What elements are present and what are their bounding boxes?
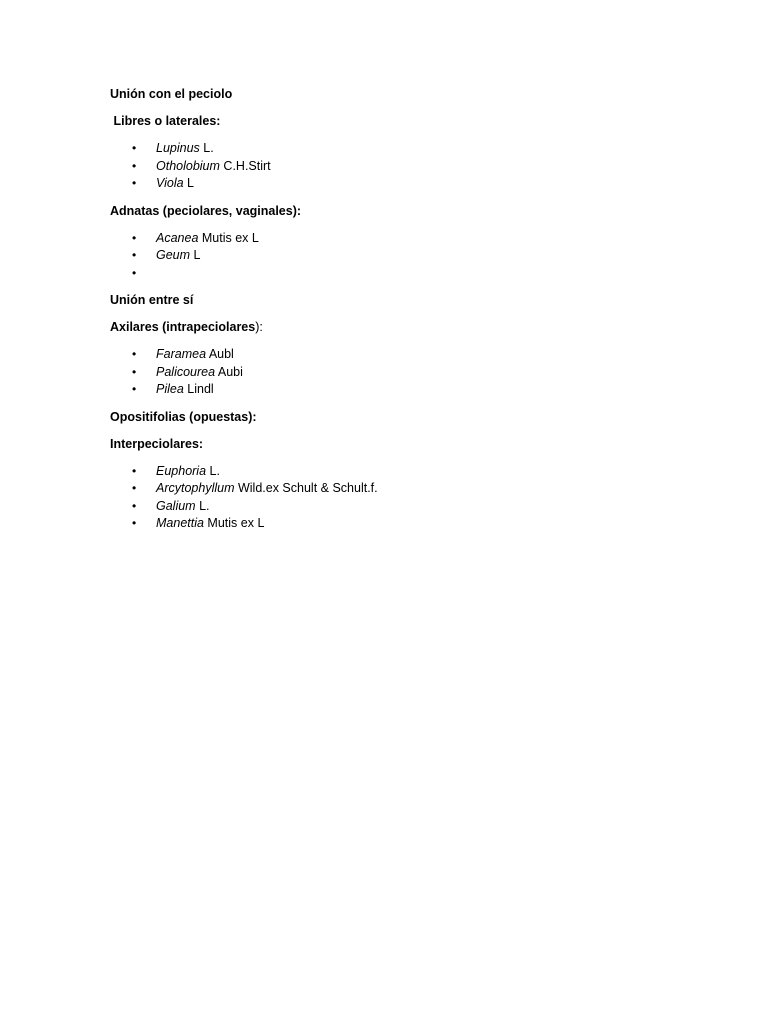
- author-name: L.: [206, 463, 220, 478]
- list-item: [110, 247, 670, 265]
- list-item: [110, 480, 670, 498]
- bullet-icon: •: [132, 230, 137, 245]
- author-name: Aubi: [215, 364, 243, 379]
- genus-name: Euphoria: [156, 463, 207, 478]
- list-item: [110, 463, 670, 481]
- genus-name: Galium: [156, 498, 196, 513]
- heading-opositifolias: Opositifolias (opuestas):: [110, 409, 257, 424]
- species-list-axilares: [110, 346, 670, 399]
- list-item: [110, 158, 670, 176]
- list-item: [110, 230, 670, 248]
- author-name: L: [190, 248, 201, 262]
- author-name: Mutis ex L: [198, 230, 259, 245]
- genus-name: Otholobium: [156, 158, 220, 173]
- list-item: [110, 364, 670, 382]
- author-name: Lindl: [183, 382, 214, 396]
- heading-interpeciolares: Interpeciolares:: [110, 436, 204, 451]
- list-item: [110, 498, 670, 516]
- bullet-icon: •: [132, 176, 137, 190]
- bullet-icon: •: [132, 463, 137, 478]
- author-name: C.H.Stirt: [219, 158, 271, 173]
- heading-axilares-text: Axilares (intrapeciolares: [110, 320, 256, 334]
- heading-axilares-suffix: ):: [255, 320, 263, 334]
- genus-name: Lupinus: [156, 141, 200, 155]
- bullet-icon: •: [132, 158, 137, 173]
- bullet-icon: •: [132, 364, 137, 379]
- author-name: Mutis ex L: [203, 516, 265, 530]
- bullet-icon: •: [132, 481, 137, 495]
- author-name: L.: [199, 141, 214, 155]
- list-item: [110, 381, 670, 399]
- bullet-icon: •: [132, 498, 137, 513]
- author-name: Aubl: [206, 347, 234, 361]
- list-item: [110, 346, 670, 364]
- genus-name: Viola: [156, 176, 184, 190]
- species-list-libres: [110, 140, 670, 193]
- genus-name: Pilea: [156, 382, 184, 396]
- author-name: L.: [195, 498, 210, 513]
- list-item: [110, 140, 670, 158]
- heading-adnatas: Adnatas (peciolares, vaginales):: [110, 203, 302, 218]
- bullet-icon: •: [132, 248, 137, 262]
- bullet-icon: •: [132, 141, 137, 155]
- genus-name: Geum: [156, 248, 191, 262]
- author-name: Wild.ex Schult & Schult.f.: [234, 481, 378, 495]
- species-list-adnatas: [110, 230, 670, 283]
- list-item: [110, 515, 670, 533]
- genus-name: Arcytophyllum: [156, 481, 235, 495]
- heading-libres-laterales: Libres o laterales:: [110, 114, 221, 128]
- bullet-icon: •: [132, 347, 137, 361]
- list-item: [110, 175, 670, 193]
- bullet-icon: •: [132, 382, 137, 396]
- genus-name: Acanea: [156, 230, 199, 245]
- genus-name: Manettia: [156, 516, 204, 530]
- bullet-icon: •: [132, 265, 137, 280]
- author-name: L: [183, 176, 195, 190]
- list-item: [110, 265, 670, 283]
- heading-union-peciolo: Unión con el peciolo: [110, 87, 233, 101]
- genus-name: Faramea: [156, 347, 207, 361]
- heading-union-entre-si: Unión entre sí: [110, 293, 194, 307]
- heading-axilares: [110, 319, 670, 336]
- genus-name: Palicourea: [156, 364, 216, 379]
- document-page: [110, 86, 670, 533]
- species-list-interpeciolares: [110, 463, 670, 533]
- bullet-icon: •: [132, 516, 137, 530]
